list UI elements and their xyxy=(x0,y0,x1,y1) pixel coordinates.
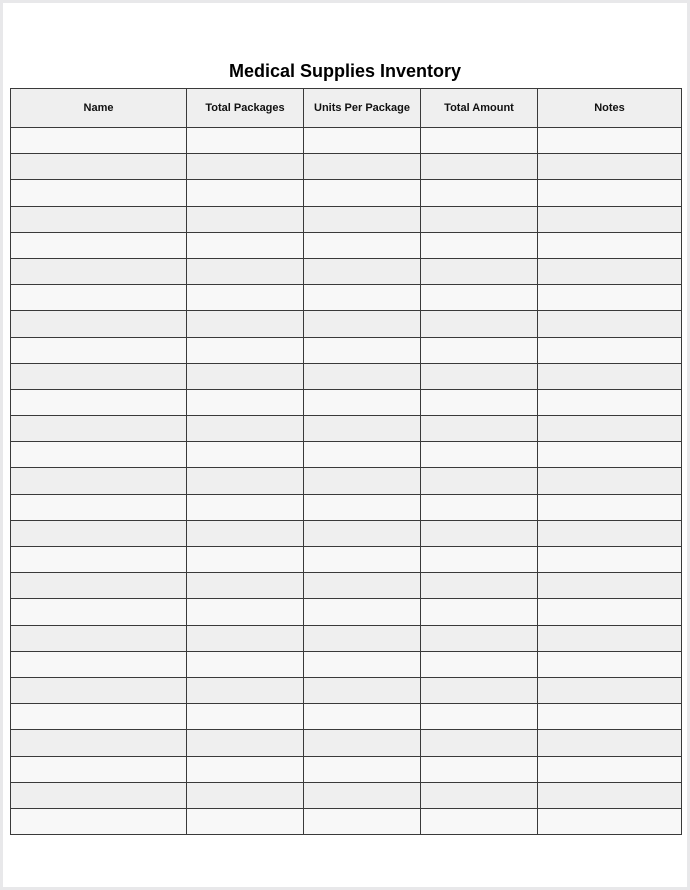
cell-total-packages[interactable] xyxy=(187,363,304,389)
cell-name[interactable] xyxy=(11,442,187,468)
cell-total-amount[interactable] xyxy=(421,337,538,363)
table-row xyxy=(11,154,682,180)
cell-total-amount[interactable] xyxy=(421,625,538,651)
cell-total-amount[interactable] xyxy=(421,651,538,677)
cell-notes[interactable] xyxy=(538,258,682,284)
table-row xyxy=(11,808,682,834)
cell-notes[interactable] xyxy=(538,363,682,389)
cell-name[interactable] xyxy=(11,232,187,258)
cell-total-packages[interactable] xyxy=(187,468,304,494)
cell-units-per-package[interactable] xyxy=(304,206,421,232)
cell-notes[interactable] xyxy=(538,311,682,337)
cell-units-per-package[interactable] xyxy=(304,154,421,180)
table-row xyxy=(11,128,682,154)
table-row xyxy=(11,232,682,258)
cell-units-per-package[interactable] xyxy=(304,389,421,415)
cell-units-per-package[interactable] xyxy=(304,547,421,573)
cell-total-amount[interactable] xyxy=(421,730,538,756)
cell-units-per-package[interactable] xyxy=(304,677,421,703)
table-body xyxy=(11,128,682,835)
cell-notes[interactable] xyxy=(538,442,682,468)
cell-name[interactable] xyxy=(11,180,187,206)
cell-name[interactable] xyxy=(11,389,187,415)
cell-name[interactable] xyxy=(11,625,187,651)
cell-units-per-package[interactable] xyxy=(304,625,421,651)
cell-notes[interactable] xyxy=(538,547,682,573)
cell-units-per-package[interactable] xyxy=(304,416,421,442)
cell-units-per-package[interactable] xyxy=(304,337,421,363)
cell-name[interactable] xyxy=(11,808,187,834)
cell-total-amount[interactable] xyxy=(421,704,538,730)
cell-total-amount[interactable] xyxy=(421,285,538,311)
cell-total-amount[interactable] xyxy=(421,416,538,442)
table-row xyxy=(11,704,682,730)
cell-notes[interactable] xyxy=(538,625,682,651)
cell-name[interactable] xyxy=(11,599,187,625)
cell-units-per-package[interactable] xyxy=(304,232,421,258)
cell-name[interactable] xyxy=(11,468,187,494)
cell-notes[interactable] xyxy=(538,756,682,782)
cell-units-per-package[interactable] xyxy=(304,311,421,337)
cell-notes[interactable] xyxy=(538,285,682,311)
column-header-total-packages: Total Packages xyxy=(187,89,304,128)
cell-total-amount[interactable] xyxy=(421,494,538,520)
cell-notes[interactable] xyxy=(538,389,682,415)
cell-total-amount[interactable] xyxy=(421,520,538,546)
table-row xyxy=(11,756,682,782)
cell-name[interactable] xyxy=(11,128,187,154)
cell-name[interactable] xyxy=(11,730,187,756)
cell-notes[interactable] xyxy=(538,520,682,546)
cell-units-per-package[interactable] xyxy=(304,730,421,756)
cell-total-packages[interactable] xyxy=(187,677,304,703)
column-header-total-amount: Total Amount xyxy=(421,89,538,128)
cell-name[interactable] xyxy=(11,494,187,520)
table-row xyxy=(11,468,682,494)
cell-name[interactable] xyxy=(11,337,187,363)
cell-total-amount[interactable] xyxy=(421,154,538,180)
cell-total-amount[interactable] xyxy=(421,232,538,258)
table-row xyxy=(11,494,682,520)
inventory-table xyxy=(10,88,682,835)
cell-total-packages[interactable] xyxy=(187,154,304,180)
cell-total-amount[interactable] xyxy=(421,573,538,599)
cell-notes[interactable] xyxy=(538,599,682,625)
cell-total-packages[interactable] xyxy=(187,180,304,206)
cell-notes[interactable] xyxy=(538,468,682,494)
cell-notes[interactable] xyxy=(538,573,682,599)
table-row xyxy=(11,677,682,703)
cell-total-amount[interactable] xyxy=(421,547,538,573)
table-row xyxy=(11,599,682,625)
cell-notes[interactable] xyxy=(538,808,682,834)
cell-units-per-package[interactable] xyxy=(304,704,421,730)
cell-name[interactable] xyxy=(11,311,187,337)
header-row xyxy=(11,89,682,128)
cell-total-packages[interactable] xyxy=(187,573,304,599)
cell-name[interactable] xyxy=(11,573,187,599)
cell-units-per-package[interactable] xyxy=(304,494,421,520)
cell-total-amount[interactable] xyxy=(421,258,538,284)
cell-total-amount[interactable] xyxy=(421,363,538,389)
cell-name[interactable] xyxy=(11,782,187,808)
table-row xyxy=(11,730,682,756)
cell-total-packages[interactable] xyxy=(187,625,304,651)
cell-notes[interactable] xyxy=(538,154,682,180)
table-row xyxy=(11,311,682,337)
cell-notes[interactable] xyxy=(538,782,682,808)
table-row xyxy=(11,363,682,389)
cell-name[interactable] xyxy=(11,416,187,442)
cell-total-packages[interactable] xyxy=(187,808,304,834)
cell-total-packages[interactable] xyxy=(187,442,304,468)
table-row xyxy=(11,285,682,311)
column-header-notes: Notes xyxy=(538,89,682,128)
cell-name[interactable] xyxy=(11,704,187,730)
cell-total-amount[interactable] xyxy=(421,756,538,782)
cell-units-per-package[interactable] xyxy=(304,128,421,154)
cell-total-amount[interactable] xyxy=(421,128,538,154)
cell-name[interactable] xyxy=(11,756,187,782)
cell-total-amount[interactable] xyxy=(421,180,538,206)
cell-total-amount[interactable] xyxy=(421,468,538,494)
table-row xyxy=(11,625,682,651)
cell-total-packages[interactable] xyxy=(187,416,304,442)
cell-notes[interactable] xyxy=(538,206,682,232)
cell-name[interactable] xyxy=(11,547,187,573)
cell-total-packages[interactable] xyxy=(187,730,304,756)
table-row xyxy=(11,573,682,599)
cell-notes[interactable] xyxy=(538,180,682,206)
cell-notes[interactable] xyxy=(538,337,682,363)
cell-total-packages[interactable] xyxy=(187,337,304,363)
cell-total-amount[interactable] xyxy=(421,311,538,337)
cell-total-packages[interactable] xyxy=(187,547,304,573)
table-row xyxy=(11,547,682,573)
table-row xyxy=(11,442,682,468)
table-row xyxy=(11,389,682,415)
cell-units-per-package[interactable] xyxy=(304,651,421,677)
column-header-name: Name xyxy=(11,89,187,128)
table-row xyxy=(11,782,682,808)
cell-notes[interactable] xyxy=(538,416,682,442)
cell-total-amount[interactable] xyxy=(421,442,538,468)
cell-notes[interactable] xyxy=(538,730,682,756)
cell-total-packages[interactable] xyxy=(187,782,304,808)
cell-notes[interactable] xyxy=(538,494,682,520)
table-row xyxy=(11,206,682,232)
cell-units-per-package[interactable] xyxy=(304,180,421,206)
cell-name[interactable] xyxy=(11,258,187,284)
cell-notes[interactable] xyxy=(538,128,682,154)
cell-units-per-package[interactable] xyxy=(304,808,421,834)
cell-units-per-package[interactable] xyxy=(304,520,421,546)
cell-total-packages[interactable] xyxy=(187,389,304,415)
cell-total-packages[interactable] xyxy=(187,756,304,782)
cell-total-packages[interactable] xyxy=(187,651,304,677)
cell-total-amount[interactable] xyxy=(421,389,538,415)
table-row xyxy=(11,180,682,206)
cell-units-per-package[interactable] xyxy=(304,363,421,389)
cell-name[interactable] xyxy=(11,520,187,546)
cell-total-amount[interactable] xyxy=(421,599,538,625)
cell-total-packages[interactable] xyxy=(187,285,304,311)
cell-units-per-package[interactable] xyxy=(304,468,421,494)
table-row xyxy=(11,651,682,677)
page-title: Medical Supplies Inventory xyxy=(228,61,462,81)
cell-total-packages[interactable] xyxy=(187,704,304,730)
cell-total-packages[interactable] xyxy=(187,520,304,546)
table-row xyxy=(11,337,682,363)
cell-total-amount[interactable] xyxy=(421,206,538,232)
cell-notes[interactable] xyxy=(538,651,682,677)
cell-total-packages[interactable] xyxy=(187,494,304,520)
cell-notes[interactable] xyxy=(538,704,682,730)
cell-name[interactable] xyxy=(11,363,187,389)
cell-units-per-package[interactable] xyxy=(304,258,421,284)
column-header-units-per-package: Units Per Package xyxy=(304,89,421,128)
cell-total-packages[interactable] xyxy=(187,258,304,284)
cell-total-packages[interactable] xyxy=(187,599,304,625)
cell-name[interactable] xyxy=(11,206,187,232)
cell-units-per-package[interactable] xyxy=(304,442,421,468)
cell-total-amount[interactable] xyxy=(421,677,538,703)
cell-total-amount[interactable] xyxy=(421,808,538,834)
cell-units-per-package[interactable] xyxy=(304,573,421,599)
inventory-sheet xyxy=(3,3,687,887)
cell-total-packages[interactable] xyxy=(187,206,304,232)
table-row xyxy=(11,416,682,442)
cell-notes[interactable] xyxy=(538,232,682,258)
cell-notes[interactable] xyxy=(538,677,682,703)
table-row xyxy=(11,258,682,284)
cell-total-packages[interactable] xyxy=(187,311,304,337)
table-row xyxy=(11,520,682,546)
cell-total-amount[interactable] xyxy=(421,782,538,808)
cell-name[interactable] xyxy=(11,677,187,703)
cell-total-packages[interactable] xyxy=(187,232,304,258)
cell-name[interactable] xyxy=(11,154,187,180)
cell-total-packages[interactable] xyxy=(187,128,304,154)
cell-name[interactable] xyxy=(11,285,187,311)
cell-units-per-package[interactable] xyxy=(304,756,421,782)
cell-units-per-package[interactable] xyxy=(304,599,421,625)
cell-units-per-package[interactable] xyxy=(304,782,421,808)
cell-units-per-package[interactable] xyxy=(304,285,421,311)
cell-name[interactable] xyxy=(11,651,187,677)
